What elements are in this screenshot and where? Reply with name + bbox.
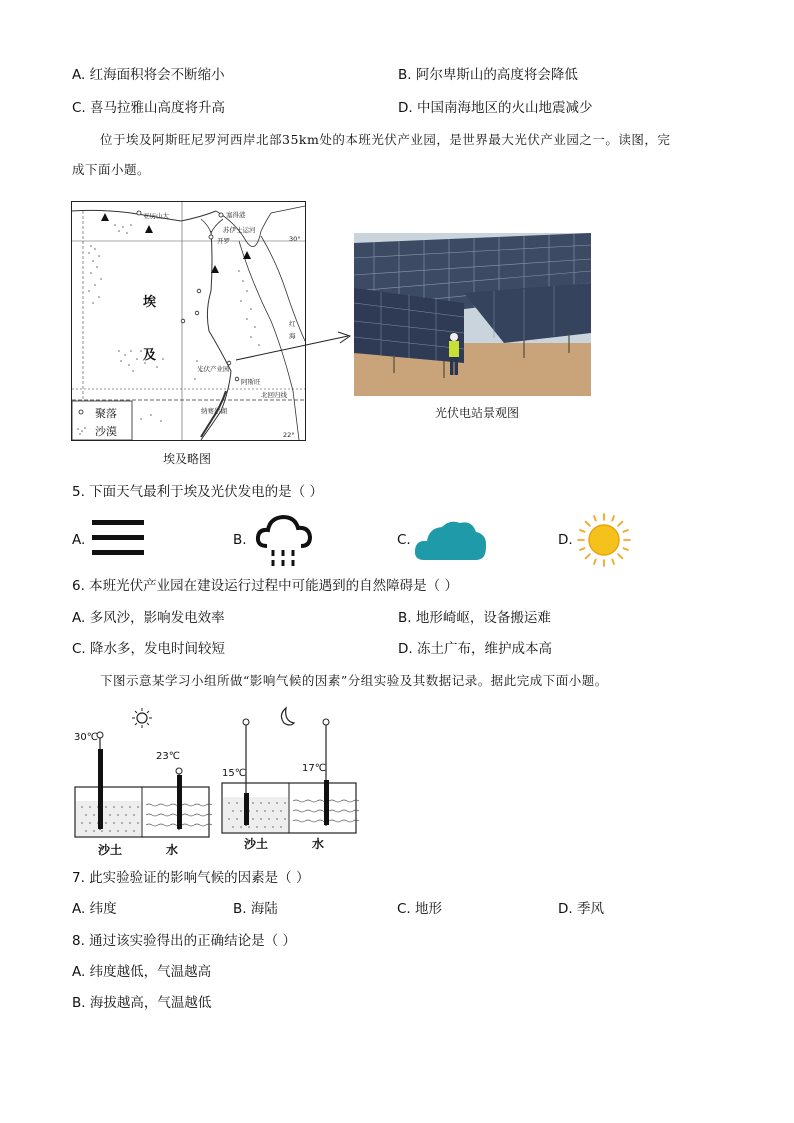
solar-photo-graphic <box>354 233 591 396</box>
map-label-port-said: 塞得港 <box>226 211 246 219</box>
sun-icon <box>576 512 632 572</box>
map-label-red-sea-2: 海 <box>289 332 296 340</box>
map-caption: 埃及略图 <box>163 452 212 466</box>
rain-icon-graphic <box>255 510 313 568</box>
cloud-icon <box>414 518 488 566</box>
photo-caption: 光伏电站景观图 <box>435 406 520 420</box>
prev-option-c: C. 喜马拉雅山高度将升高 <box>72 100 226 116</box>
intro-paragraph-line1: 位于埃及阿斯旺尼罗河西岸北部35km处的本班光伏产业园，是世界最大光伏产业园之一。读图，完 <box>100 132 671 147</box>
q6-option-b: B. 地形崎岖，设备搬运难 <box>398 610 551 626</box>
q6-option-a: A. 多风沙，影响发电效率 <box>72 610 225 626</box>
q8-stem: 8. 通过该实验得出的正确结论是（ ） <box>72 933 296 949</box>
map-label-aswan: 阿斯旺 <box>241 378 261 386</box>
map-label-lat-22: 22° <box>283 431 295 439</box>
solar-photo <box>354 233 591 396</box>
day-sun <box>132 708 152 728</box>
map-label-suez: 苏伊士运河 <box>223 226 256 234</box>
q8-option-b: B. 海拔越高，气温越低 <box>72 995 212 1011</box>
pointer-arrow <box>230 330 360 370</box>
map-label-lake: 纳赛尔湖 <box>201 407 227 415</box>
q6-option-c: C. 降水多，发电时间较短 <box>72 641 226 657</box>
fog-icon-graphic <box>92 518 144 558</box>
night-sand-temp: 15℃ <box>222 768 246 779</box>
q5-option-a-label: A. <box>72 532 86 548</box>
map-label-egypt-2: 及 <box>143 348 157 363</box>
intro-paragraph-line2: 成下面小题。 <box>72 162 151 177</box>
night-water-label: 水 <box>312 837 325 851</box>
map-label-tropic: 北回归线 <box>261 391 287 399</box>
legend-settlement: 聚落 <box>95 407 117 420</box>
day-sand-label: 沙土 <box>98 843 123 857</box>
q5-option-c-label: C. <box>397 532 411 548</box>
map-label-park: 光伏产业园 <box>197 365 230 373</box>
cloud-icon-graphic <box>414 518 488 562</box>
prev-option-d: D. 中国南海地区的火山地震减少 <box>398 100 593 116</box>
fog-icon <box>92 518 144 562</box>
sun-icon-graphic <box>576 512 632 568</box>
night-sand-label: 沙土 <box>244 837 269 851</box>
q5-option-b-label: B. <box>233 532 247 548</box>
q7-option-b: B. 海陆 <box>233 901 278 917</box>
prev-option-b: B. 阿尔卑斯山的高度将会降低 <box>398 67 578 83</box>
q7-option-d: D. 季风 <box>558 901 604 917</box>
q8-option-a: A. 纬度越低，气温越高 <box>72 964 212 980</box>
map-label-alexandria: 亚历山大 <box>143 212 169 220</box>
night-water-temp: 17℃ <box>302 763 326 774</box>
day-water-label: 水 <box>166 843 179 857</box>
map-label-cairo: 开罗 <box>217 237 230 245</box>
q7-stem: 7. 此实验验证的影响气候的因素是（ ） <box>72 870 310 886</box>
q5-stem: 5. 下面天气最利于埃及光伏发电的是（ ） <box>72 484 323 500</box>
day-water-temp: 23℃ <box>156 751 180 762</box>
q6-option-d: D. 冻土广布，维护成本高 <box>398 641 552 657</box>
rain-icon <box>255 510 313 572</box>
q7-option-a: A. 纬度 <box>72 901 117 917</box>
q6-stem: 6. 本班光伏产业园在建设运行过程中可能遇到的自然障碍是（ ） <box>72 578 458 594</box>
q7-option-c: C. 地形 <box>397 901 443 917</box>
legend-desert: 沙漠 <box>95 425 117 438</box>
map-label-red-sea-1: 红 <box>289 320 296 328</box>
map-label-egypt-1: 埃 <box>143 295 157 310</box>
day-sand-temp: 30℃ <box>74 732 98 743</box>
intro-paragraph-2: 下图示意某学习小组所做“影响气候的因素”分组实验及其数据记录。据此完成下面小题。 <box>100 673 608 688</box>
q5-option-d-label: D. <box>558 532 573 548</box>
egypt-map <box>71 201 306 441</box>
prev-option-a: A. 红海面积将会不断缩小 <box>72 67 225 83</box>
experiment-figure <box>72 705 362 860</box>
map-label-lat-30: 30° <box>289 235 301 243</box>
